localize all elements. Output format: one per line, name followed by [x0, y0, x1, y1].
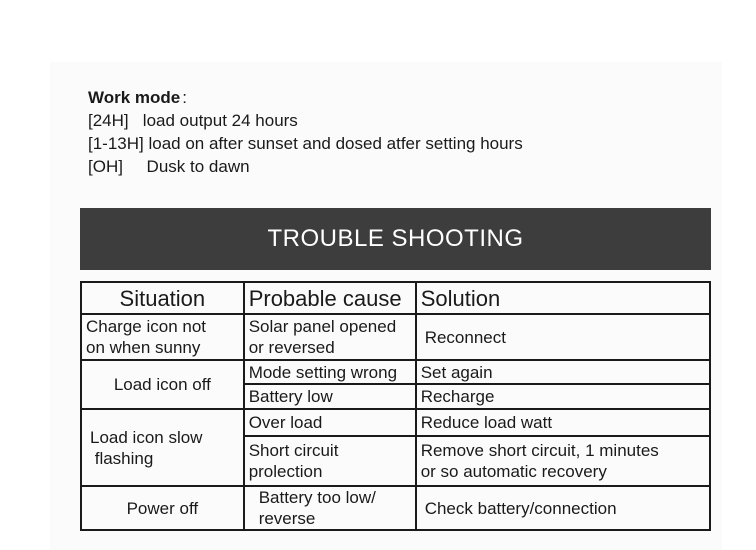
cell-situation: Charge icon not on when sunny	[81, 314, 244, 360]
cell-solution: Reduce load watt	[416, 409, 710, 436]
trouble-shooting-table	[80, 281, 711, 531]
work-mode-line-1-13h: [1-13H] load on after sunset and dosed atfer setting hours	[88, 134, 523, 153]
table-row	[81, 360, 710, 384]
cell-situation: Power off	[81, 486, 244, 530]
header-probable-cause: Probable cause	[244, 282, 416, 314]
table-row	[81, 409, 710, 436]
cell-cause: Over load	[244, 409, 416, 436]
cell-solution: Set again	[416, 360, 710, 384]
banner-title: TROUBLE SHOOTING	[267, 225, 524, 252]
table-header-row	[81, 282, 710, 314]
work-mode-heading	[88, 86, 523, 109]
header-situation: Situation	[81, 282, 244, 314]
cell-cause: Battery too low/ reverse	[244, 486, 416, 530]
cell-cause: Mode setting wrong	[244, 360, 416, 384]
cell-solution: Check battery/connection	[416, 486, 710, 530]
work-mode-colon: :	[182, 88, 187, 107]
header-solution: Solution	[416, 282, 710, 314]
work-mode-line-24h: [24H] load output 24 hours	[88, 111, 298, 130]
cell-cause: Battery low	[244, 384, 416, 409]
work-mode-title: Work mode	[88, 88, 181, 107]
trouble-shooting-banner	[80, 208, 711, 270]
cell-cause: Solar panel opened or reversed	[244, 314, 416, 360]
cell-situation: Load icon off	[81, 360, 244, 409]
cell-solution: Reconnect	[416, 314, 710, 360]
cell-cause: Short circuit prolection	[244, 436, 416, 486]
work-mode-section	[88, 86, 523, 178]
cell-solution: Remove short circuit, 1 minutes or so automatic recovery	[416, 436, 710, 486]
table-row	[81, 486, 710, 530]
cell-solution: Recharge	[416, 384, 710, 409]
work-mode-line-0h: [OH] Dusk to dawn	[88, 157, 250, 176]
cell-situation: Load icon slow flashing	[81, 409, 244, 486]
table-row	[81, 314, 710, 360]
